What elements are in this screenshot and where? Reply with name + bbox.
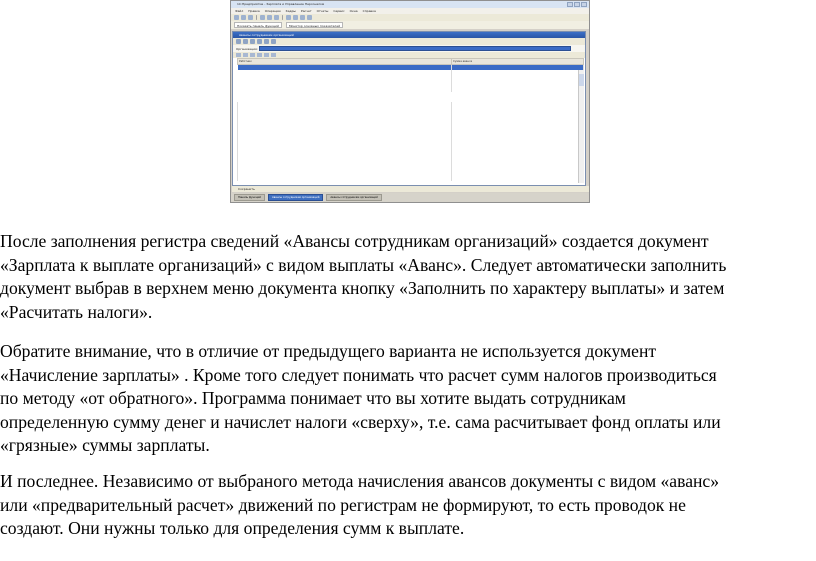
window-title: 1С:Предприятие - Зарплата и Управление Персоналом <box>237 2 325 6</box>
menu-item[interactable]: Окна <box>349 9 358 13</box>
menu-item[interactable]: Правка <box>248 9 260 13</box>
text-line: определенную сумму денег и начислет налоги «сверху», т.е. сама расчитывает фонд оплаты или <box>0 411 721 432</box>
menu-item[interactable]: Операции <box>264 9 281 13</box>
document-toolbar <box>233 38 585 45</box>
menu-item[interactable]: Расчет <box>300 9 312 13</box>
toolbar-separator <box>282 15 283 20</box>
text-line: по методу «от обратного». Программа понимает что вы хотите выдать сотрудникам <box>0 388 626 408</box>
calendar-icon[interactable] <box>300 15 305 20</box>
toolbar-separator <box>256 15 257 20</box>
fill-icon[interactable] <box>264 39 269 44</box>
embedded-screenshot <box>230 0 590 203</box>
edit-icon[interactable] <box>250 53 255 57</box>
text-line: создают. Они нужны только для определения сумм к выплате. <box>0 518 465 538</box>
add-row-icon[interactable] <box>250 39 255 44</box>
column-header-employee[interactable]: Работник <box>238 59 452 65</box>
text-line: После заполнения регистра сведений «Авансы сотрудникам организаций» создается документ <box>0 231 709 251</box>
function-panel-bar <box>231 21 589 29</box>
search-icon[interactable] <box>286 15 291 20</box>
paste-icon[interactable] <box>274 15 279 20</box>
new-document-icon[interactable] <box>234 15 239 20</box>
paragraph-3 <box>0 470 816 541</box>
organization-label: Организация: <box>236 46 258 51</box>
text-line: документ выбрав в верхнем меню документа кнопку «Заполнить по характеру выплаты» и затем <box>0 278 725 298</box>
window-taskbar <box>231 193 589 202</box>
window-controls <box>567 2 587 7</box>
table-empty-area <box>237 102 576 181</box>
menu-item[interactable]: Сервис <box>333 9 345 13</box>
scroll-thumb[interactable] <box>579 74 584 86</box>
text-line: «Начисление зарплаты» . Кроме того следует понимать что расчет сумм налогов производиться <box>0 364 717 385</box>
save-status[interactable]: Сохранить <box>238 187 255 191</box>
main-toolbar <box>231 14 589 21</box>
monitor-button[interactable]: Монитор основных показателей <box>286 22 343 28</box>
document-title: Авансы сотрудникам организаций <box>239 33 294 37</box>
taskbar-item-functions[interactable]: Панель функций <box>234 194 265 201</box>
cut-icon[interactable] <box>260 15 265 20</box>
advances-table <box>237 58 584 92</box>
menu-item[interactable]: Справка <box>362 9 376 13</box>
text-line: Обратите внимание, что в отличие от предыдущего варианта не используется документ <box>0 341 657 361</box>
text-line: И последнее. Независимо от выбраного метода начисления авансов документы с видом «аванс» <box>0 471 720 491</box>
paragraph-2 <box>0 340 816 458</box>
remove-icon[interactable] <box>257 53 262 57</box>
column-header-amount[interactable]: Сумма аванса <box>452 59 584 65</box>
document-window <box>232 31 586 186</box>
open-icon[interactable] <box>241 15 246 20</box>
copy-row-icon[interactable] <box>243 53 248 57</box>
add-icon[interactable] <box>236 53 241 57</box>
show-panel-button[interactable]: Показать панель функций <box>234 22 282 28</box>
text-line: «грязные» суммы зарплаты. <box>0 435 210 455</box>
move-down-icon[interactable] <box>271 53 276 57</box>
menu-item[interactable]: Файл <box>235 9 244 13</box>
close-icon[interactable] <box>581 2 587 7</box>
maximize-icon[interactable] <box>574 2 580 7</box>
menu-item[interactable]: Отчеты <box>316 9 329 13</box>
menu-item[interactable]: Кадры <box>285 9 296 13</box>
document-bottom-bar <box>232 186 590 192</box>
print-icon[interactable] <box>271 39 276 44</box>
organization-field-row <box>233 45 585 52</box>
organization-field[interactable] <box>259 46 571 51</box>
text-line: «Расчитать налоги». <box>0 301 153 322</box>
calculator-icon[interactable] <box>293 15 298 20</box>
text-line: или «предварительный расчет» движений по регистрам не формируют, то есть проводок не <box>0 494 686 515</box>
help-icon[interactable] <box>307 15 312 20</box>
text-line: «Зарплата к выплате организаций» с видом выплаты «Аванс». Следует автоматически заполнить <box>0 254 727 275</box>
vertical-scrollbar[interactable] <box>578 70 584 183</box>
save-icon[interactable] <box>248 15 253 20</box>
taskbar-item-advances-2[interactable]: Авансы сотрудникам организаций <box>326 194 381 201</box>
employee-cell[interactable] <box>238 88 452 93</box>
window-title-bar <box>231 1 589 8</box>
minimize-icon[interactable] <box>567 2 573 7</box>
amount-cell[interactable] <box>452 88 584 93</box>
move-up-icon[interactable] <box>264 53 269 57</box>
refresh-icon[interactable] <box>243 39 248 44</box>
taskbar-item-advances[interactable]: Авансы сотрудникам организаций <box>268 194 323 201</box>
delete-row-icon[interactable] <box>257 39 262 44</box>
paragraph-1 <box>0 230 816 324</box>
table-row[interactable] <box>238 88 584 93</box>
save-icon[interactable] <box>236 39 241 44</box>
copy-icon[interactable] <box>267 15 272 20</box>
